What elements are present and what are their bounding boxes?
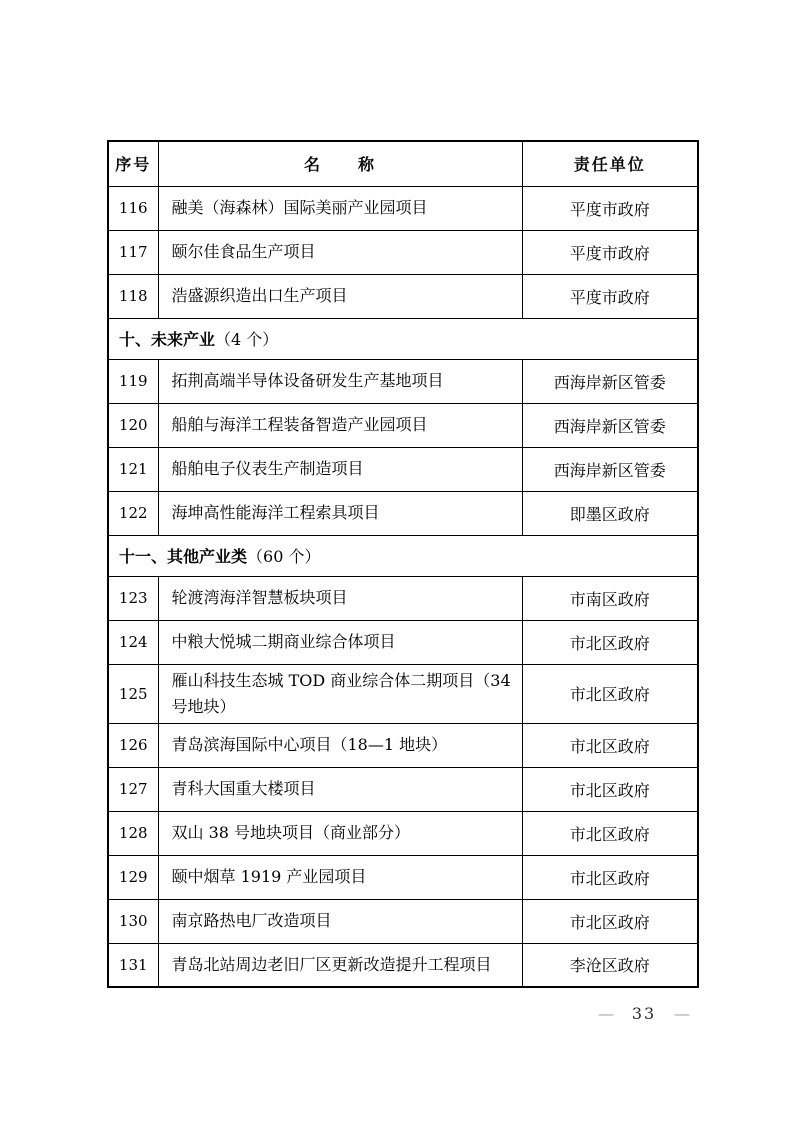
table-row <box>108 186 698 230</box>
page-number <box>598 1004 690 1023</box>
header-cell-unit: 责任单位 <box>522 141 698 186</box>
project-name-cell: 雁山科技生态城 TOD 商业综合体二期项目（34 号地块） <box>158 664 522 723</box>
project-name-cell: 融美（海森林）国际美丽产业园项目 <box>158 186 522 230</box>
responsible-unit-cell: 平度市政府 <box>522 230 698 274</box>
responsible-unit-cell: 即墨区政府 <box>522 491 698 535</box>
project-name-cell: 浩盛源织造出口生产项目 <box>158 274 522 318</box>
table-row <box>108 767 698 811</box>
project-name-cell: 颐尔佳食品生产项目 <box>158 230 522 274</box>
section-title-bold: 十一、其他产业类 <box>119 547 248 566</box>
project-name-cell: 中粮大悦城二期商业综合体项目 <box>158 620 522 664</box>
table-row <box>108 576 698 620</box>
responsible-unit-cell: 市北区政府 <box>522 811 698 855</box>
table-row <box>108 943 698 987</box>
table-row <box>108 899 698 943</box>
table-row <box>108 230 698 274</box>
page-number-left-dash: — <box>598 1004 614 1023</box>
row-number-cell: 131 <box>108 943 158 987</box>
table-row <box>108 403 698 447</box>
table-row <box>108 491 698 535</box>
table-row <box>108 723 698 767</box>
project-name-cell: 船舶与海洋工程装备智造产业园项目 <box>158 403 522 447</box>
table-row <box>108 359 698 403</box>
row-number-cell: 119 <box>108 359 158 403</box>
row-number-cell: 130 <box>108 899 158 943</box>
row-number-cell: 125 <box>108 664 158 723</box>
responsible-unit-cell: 市北区政府 <box>522 767 698 811</box>
table-row <box>108 447 698 491</box>
table-row <box>108 664 698 723</box>
project-table-header <box>108 141 698 186</box>
responsible-unit-cell: 市北区政府 <box>522 855 698 899</box>
project-name-cell: 青岛北站周边老旧厂区更新改造提升工程项目 <box>158 943 522 987</box>
project-name-cell: 青岛滨海国际中心项目（18—1 地块） <box>158 723 522 767</box>
row-number-cell: 120 <box>108 403 158 447</box>
project-name-cell: 颐中烟草 1919 产业园项目 <box>158 855 522 899</box>
responsible-unit-cell: 平度市政府 <box>522 186 698 230</box>
section-title-count: （60 个） <box>247 547 321 566</box>
project-name-cell: 南京路热电厂改造项目 <box>158 899 522 943</box>
project-table <box>107 140 699 988</box>
section-title-count: （4 个） <box>215 330 279 349</box>
section-title-cell <box>108 318 698 359</box>
responsible-unit-cell: 市北区政府 <box>522 723 698 767</box>
responsible-unit-cell: 市北区政府 <box>522 899 698 943</box>
responsible-unit-cell: 西海岸新区管委 <box>522 359 698 403</box>
responsible-unit-cell: 平度市政府 <box>522 274 698 318</box>
row-number-cell: 126 <box>108 723 158 767</box>
project-name-cell: 拓荆高端半导体设备研发生产基地项目 <box>158 359 522 403</box>
row-number-cell: 118 <box>108 274 158 318</box>
project-name-cell: 海坤高性能海洋工程索具项目 <box>158 491 522 535</box>
responsible-unit-cell: 市北区政府 <box>522 620 698 664</box>
responsible-unit-cell: 市南区政府 <box>522 576 698 620</box>
page-number-value: 33 <box>631 1004 657 1023</box>
section-title-cell <box>108 535 698 576</box>
header-row <box>108 141 698 186</box>
responsible-unit-cell: 西海岸新区管委 <box>522 447 698 491</box>
row-number-cell: 129 <box>108 855 158 899</box>
responsible-unit-cell: 西海岸新区管委 <box>522 403 698 447</box>
project-name-cell: 双山 38 号地块项目（商业部分） <box>158 811 522 855</box>
responsible-unit-cell: 李沧区政府 <box>522 943 698 987</box>
project-name-cell: 轮渡湾海洋智慧板块项目 <box>158 576 522 620</box>
page-number-right-dash: — <box>673 1004 690 1023</box>
row-number-cell: 121 <box>108 447 158 491</box>
row-number-cell: 116 <box>108 186 158 230</box>
section-title-bold: 十、未来产业 <box>119 330 216 349</box>
table-row <box>108 274 698 318</box>
row-number-cell: 124 <box>108 620 158 664</box>
responsible-unit-cell: 市北区政府 <box>522 664 698 723</box>
section-header-row <box>108 535 698 576</box>
row-number-cell: 122 <box>108 491 158 535</box>
project-name-cell: 船舶电子仪表生产制造项目 <box>158 447 522 491</box>
project-table-body <box>108 186 698 987</box>
row-number-cell: 128 <box>108 811 158 855</box>
project-name-cell: 青科大国重大楼项目 <box>158 767 522 811</box>
table-row <box>108 811 698 855</box>
table-row <box>108 855 698 899</box>
header-cell-no: 序号 <box>108 141 158 186</box>
section-header-row <box>108 318 698 359</box>
table-row <box>108 620 698 664</box>
row-number-cell: 127 <box>108 767 158 811</box>
row-number-cell: 123 <box>108 576 158 620</box>
header-cell-name: 名 称 <box>158 141 522 186</box>
row-number-cell: 117 <box>108 230 158 274</box>
